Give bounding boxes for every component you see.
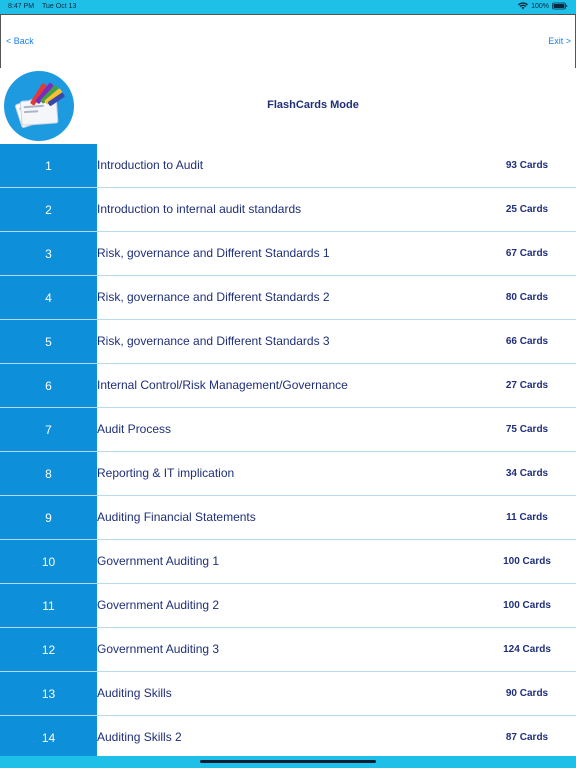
topic-row[interactable] — [0, 540, 576, 584]
battery-icon — [552, 2, 568, 10]
topic-number: 12 — [0, 628, 97, 671]
topic-title: Introduction to internal audit standards — [97, 202, 302, 216]
topic-row[interactable] — [0, 320, 576, 364]
topic-title: Auditing Financial Statements — [97, 510, 256, 524]
topic-row[interactable] — [0, 408, 576, 452]
card-count: 11 Cards — [506, 512, 548, 523]
topic-number: 4 — [0, 276, 97, 319]
topic-title: Auditing Skills 2 — [97, 730, 182, 744]
topic-title: Audit Process — [97, 422, 172, 436]
topic-row[interactable] — [0, 364, 576, 408]
topic-row[interactable] — [0, 496, 576, 540]
topic-row[interactable] — [0, 276, 576, 320]
topic-number: 11 — [0, 584, 97, 627]
topic-number: 2 — [0, 188, 97, 231]
topic-number: 8 — [0, 452, 97, 495]
battery-percent: 100% — [531, 2, 549, 10]
topic-row[interactable] — [0, 672, 576, 716]
card-count: 25 Cards — [505, 204, 549, 215]
card-count: 67 Cards — [505, 248, 549, 259]
topic-row[interactable] — [0, 716, 576, 756]
topic-title: Internal Control/Risk Management/Governance — [97, 378, 348, 392]
card-count: 87 Cards — [505, 732, 549, 743]
card-count: 66 Cards — [505, 336, 549, 347]
card-count: 34 Cards — [505, 468, 549, 479]
card-count: 90 Cards — [505, 688, 549, 699]
topic-title: Government Auditing 2 — [97, 598, 220, 612]
topic-list — [0, 144, 576, 756]
topic-title: Auditing Skills — [97, 686, 172, 700]
topic-title: Risk, governance and Different Standards 1 — [97, 246, 330, 260]
card-count: 27 Cards — [505, 380, 549, 391]
bottom-bar — [0, 756, 576, 768]
topic-title: Risk, governance and Different Standards 2 — [97, 290, 330, 304]
topic-title: Government Auditing 3 — [97, 642, 220, 656]
back-button[interactable]: < Back — [6, 36, 34, 46]
topic-title: Introduction to Audit — [97, 158, 204, 172]
topic-title: Reporting & IT implication — [97, 466, 235, 480]
topic-row[interactable] — [0, 452, 576, 496]
topic-number: 7 — [0, 408, 97, 451]
topic-number: 3 — [0, 232, 97, 275]
wifi-icon — [518, 2, 528, 10]
home-indicator[interactable] — [200, 760, 376, 763]
topic-title: Risk, governance and Different Standards 3 — [97, 334, 330, 348]
topic-number: 9 — [0, 496, 97, 539]
topic-row[interactable] — [0, 144, 576, 188]
exit-button[interactable]: Exit > — [548, 36, 571, 46]
page-title-text: FlashCards Mode — [267, 99, 359, 111]
status-bar — [0, 0, 576, 14]
status-date: Tue Oct 13 — [42, 3, 77, 10]
navigation-bar — [0, 14, 576, 69]
header — [0, 68, 576, 145]
card-count: 75 Cards — [505, 424, 549, 435]
topic-row[interactable] — [0, 584, 576, 628]
topic-row[interactable] — [0, 232, 576, 276]
topic-row[interactable] — [0, 188, 576, 232]
card-count: 93 Cards — [505, 160, 549, 171]
topic-number: 6 — [0, 364, 97, 407]
topic-number: 5 — [0, 320, 97, 363]
topic-row[interactable] — [0, 628, 576, 672]
topic-number: 14 — [0, 716, 97, 756]
card-count: 100 Cards — [503, 556, 551, 567]
topic-number: 10 — [0, 540, 97, 583]
status-time: 8:47 PM — [8, 3, 35, 10]
status-right — [518, 2, 568, 10]
card-count: 100 Cards — [503, 600, 551, 611]
topic-number: 1 — [0, 144, 97, 187]
card-count: 80 Cards — [505, 292, 549, 303]
topic-title: Government Auditing 1 — [97, 554, 220, 568]
page-title — [0, 99, 576, 111]
topic-number: 13 — [0, 672, 97, 715]
card-count: 124 Cards — [503, 644, 551, 655]
